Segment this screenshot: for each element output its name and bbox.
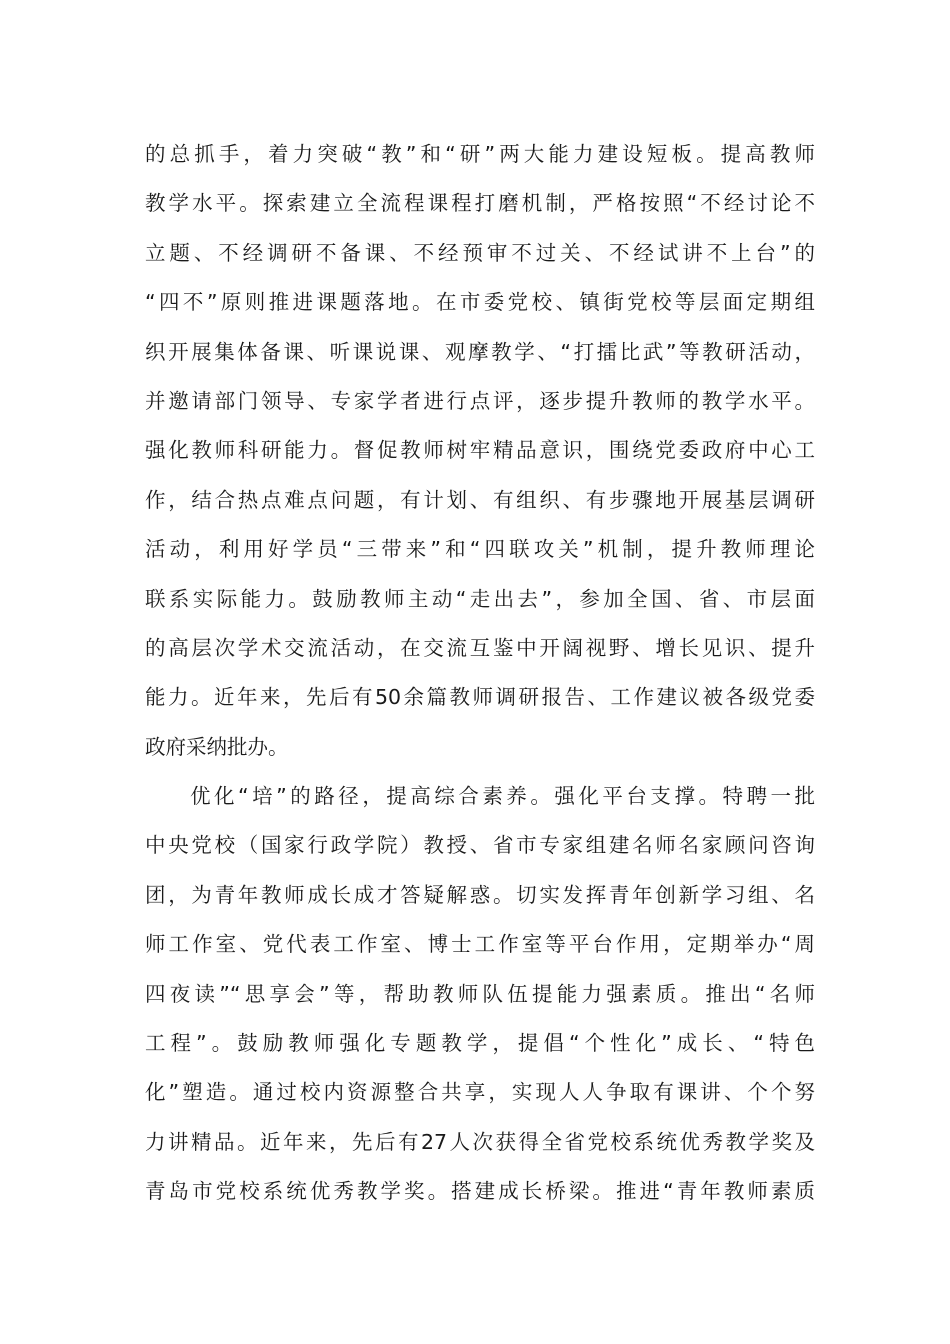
text-line: 工程”。鼓励教师强化专题教学，提倡“个性化”成长、“特色: [145, 1031, 815, 1056]
text-line: 立题、不经调研不备课、不经预审不过关、不经试讲不上台”的: [145, 240, 815, 265]
text-line: 优化“培”的路径，提高综合素养。强化平台支撑。特聘一批: [190, 784, 815, 809]
text-line: 强化教师科研能力。督促教师树牢精品意识，围绕党委政府中心工: [145, 438, 815, 463]
text-line: “四不”原则推进课题落地。在市委党校、镇街党校等层面定期组: [145, 290, 815, 315]
text-line: 政府采纳批办。: [145, 734, 289, 759]
text-line: 能力。近年来，先后有50余篇教师调研报告、工作建议被各级党委: [145, 685, 815, 710]
body-text: [145, 130, 815, 1217]
paragraph-cultivation-path: [145, 772, 815, 1217]
text-line: 织开展集体备课、听课说课、观摩教学、“打擂比武”等教研活动，: [145, 339, 815, 364]
text-line: 中央党校（国家行政学院）教授、省市专家组建名师名家顾问咨询: [145, 833, 815, 858]
text-line: 活动，利用好学员“三带来”和“四联攻关”机制，提升教师理论: [145, 537, 815, 562]
text-line: 青岛市党校系统优秀教学奖。搭建成长桥梁。推进“青年教师素质: [145, 1179, 815, 1204]
text-line: 化”塑造。通过校内资源整合共享，实现人人争取有课讲、个个努: [145, 1080, 815, 1105]
text-line: 联系实际能力。鼓励教师主动“走出去”，参加全国、省、市层面: [145, 586, 815, 611]
text-line: 教学水平。探索建立全流程课程打磨机制，严格按照“不经讨论不: [145, 191, 815, 216]
text-line: 并邀请部门领导、专家学者进行点评，逐步提升教师的教学水平。: [145, 388, 815, 413]
text-line: 作，结合热点难点问题，有计划、有组织、有步骤地开展基层调研: [145, 487, 815, 512]
text-line: 四夜读”“思享会”等，帮助教师队伍提能力强素质。推出“名师: [145, 981, 815, 1006]
paragraph-training-research: [145, 130, 815, 772]
text-line: 力讲精品。近年来，先后有27人次获得全省党校系统优秀教学奖及: [145, 1129, 815, 1154]
text-line: 师工作室、党代表工作室、博士工作室等平台作用，定期举办“周: [145, 932, 815, 957]
text-line: 团，为青年教师成长成才答疑解惑。切实发挥青年创新学习组、名: [145, 882, 815, 907]
text-line: 的高层次学术交流活动，在交流互鉴中开阔视野、增长见识、提升: [145, 635, 815, 660]
text-line: 的总抓手，着力突破“教”和“研”两大能力建设短板。提高教师: [145, 142, 815, 166]
